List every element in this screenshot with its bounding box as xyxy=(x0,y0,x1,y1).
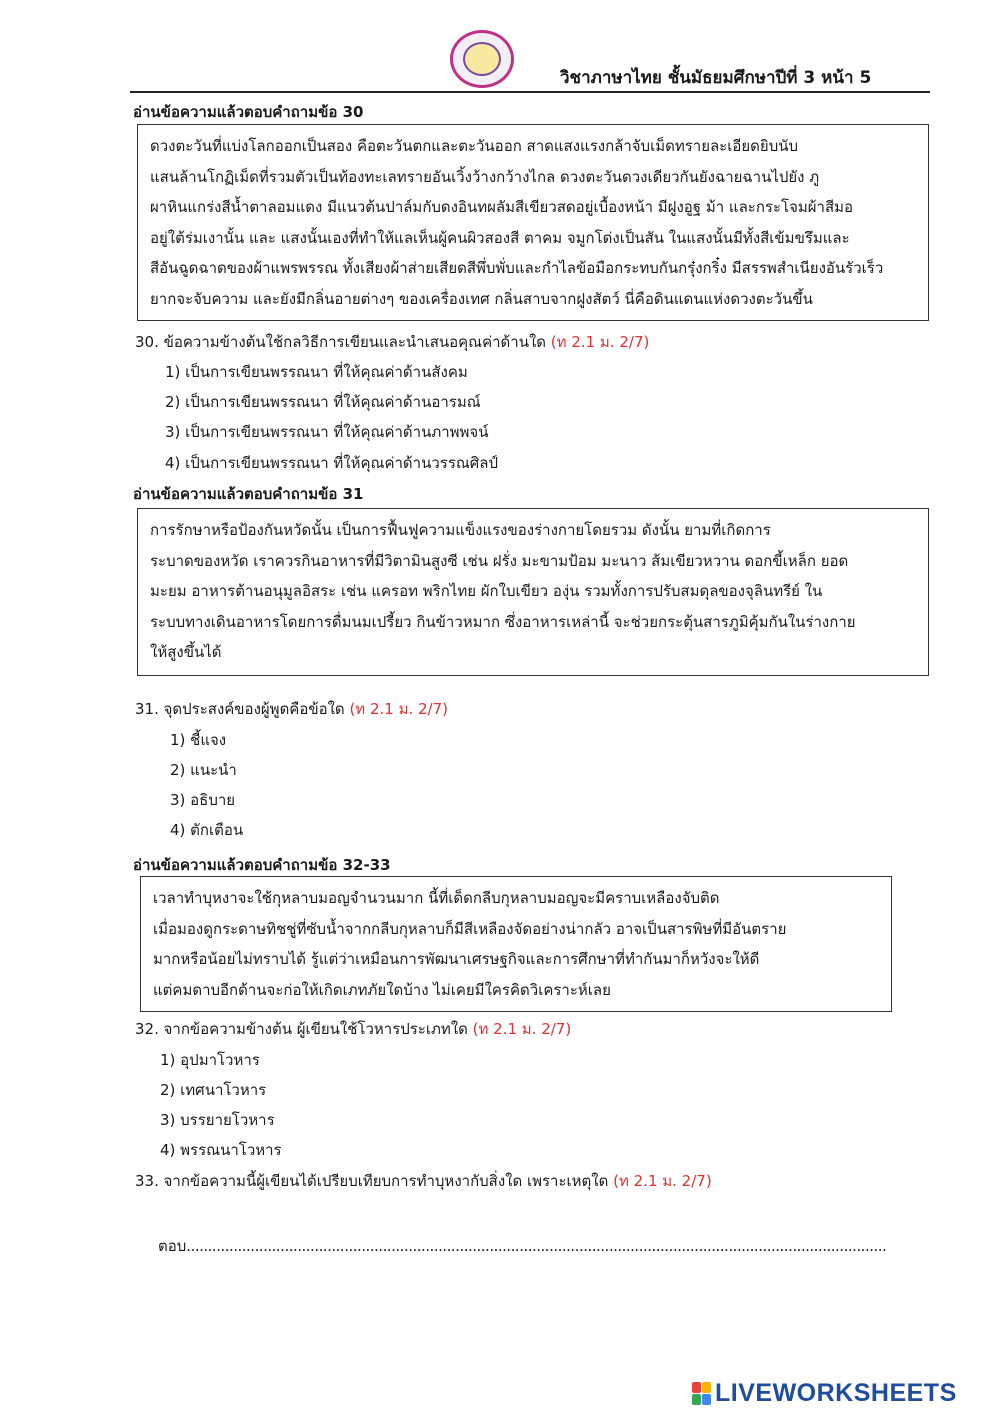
passage-line: แต่คมดาบอีกด้านจะก่อให้เกิดเภทภัยใดบ้าง ไม่เคยมีใครคิดวิเคราะห์เลย xyxy=(153,980,611,999)
question-30 xyxy=(135,330,649,354)
passage-line: แสนล้านโกฏิเม็ดที่รวมตัวเป็นท้องทะเลทรายอันเวิ้งว้างกว้างไกล ดวงตะวันดวงเดียวกันยังฉายฉานไปยัง ภู xyxy=(150,167,820,186)
passage-line: สีอันฉูดฉาดของผ้าแพรพรรณ ทั้งเสียงผ้าส่ายเสียดสีพึ่บพั่บและกำไลข้อมือกระทบกันกรุ๋งกริ๋ง มีสรรพสำเนียงอันรัวเร็ว xyxy=(150,259,884,277)
curriculum-ref: (ท 2.1 ม. 2/7) xyxy=(349,700,449,718)
liveworksheets-logo xyxy=(692,1379,957,1409)
question-32 xyxy=(135,1017,571,1041)
passage-line: มะยม อาหารต้านอนุมูลอิสระ เช่น แครอท พริกไทย ผักใบเขียว องุ่น รวมทั้งการปรับสมดุลของจุลินทรีย์ ใน xyxy=(150,582,823,600)
section-heading-32-33: อ่านข้อความแล้วตอบคำถามข้อ 32-33 xyxy=(133,856,391,874)
passage-line: เวลาทำบุหงาจะใช้กุหลาบมอญจำนวนมาก นี้ที่เด็ดกลีบกุหลาบมอญจะมีคราบเหลืองจับติด xyxy=(153,889,720,907)
choice-30-4[interactable]: 4) เป็นการเขียนพรรณนา ที่ให้คุณค่าด้านวรรณศิลป์ xyxy=(165,454,499,472)
choice-31-4[interactable]: 4) ตักเตือน xyxy=(170,821,244,839)
liveworksheets-badge-icon xyxy=(692,1382,712,1406)
passage-line: ระบบทางเดินอาหารโดยการดื่มนมเปรี้ยว กินข้าวหมาก ซึ่งอาหารเหล่านี้ จะช่วยกระตุ้นสารภูมิคุ้มกันในร่างกาย xyxy=(150,612,856,631)
question-text: 31. จุดประสงค์ของผู้พูดคือข้อใด xyxy=(135,700,350,718)
choice-30-3[interactable]: 3) เป็นการเขียนพรรณนา ที่ให้คุณค่าด้านภาพพจน์ xyxy=(165,423,489,441)
passage-line: อยู่ใต้ร่มเงานั้น และ แสงนั้นเองที่ทำให้แลเห็นผู้คนผิวสองสี ตาคม จมูกโด่งเป็นสัน ในแสงนั้นมีทั้งสีเข้มขรึมและ xyxy=(150,228,850,247)
question-33 xyxy=(135,1169,712,1193)
question-text: 32. จากข้อความข้างต้น ผู้เขียนใช้โวหารประเภทใด xyxy=(135,1020,473,1038)
question-text: 33. จากข้อความนี้ผู้เขียนได้เปรียบเทียบการทำบุหงากับสิ่งใด เพราะเหตุใด xyxy=(135,1172,614,1190)
passage-line: ผาหินแกร่งสีน้ำตาลอมแดง มีแนวต้นปาล์มกับดงอินทผลัมสีเขียวสดอยู่เบื้องหน้า มีฝูงอูฐ ม้า และกระโจมผ้าสีมอ xyxy=(150,198,854,216)
choice-32-4[interactable]: 4) พรรณนาโวหาร xyxy=(160,1141,282,1159)
choice-31-1[interactable]: 1) ชี้แจง xyxy=(170,731,227,749)
question-31 xyxy=(135,697,448,721)
choice-32-2[interactable]: 2) เทศนาโวหาร xyxy=(160,1081,267,1099)
header-divider xyxy=(130,91,930,93)
curriculum-ref: (ท 2.1 ม. 2/7) xyxy=(472,1020,572,1038)
passage-box-32-33 xyxy=(140,876,892,1012)
answer-dots: .................................................................................................................................................................... xyxy=(186,1237,887,1255)
choice-31-2[interactable]: 2) แนะนำ xyxy=(170,761,237,779)
passage-line: ระบาดของหวัด เราควรกินอาหารที่มีวิตามินสูงซี เช่น ฝรั่ง มะขามป้อม มะนาว ส้มเขียวหวาน ดอกขี้เหล็ก ยอด xyxy=(150,551,849,570)
choice-30-2[interactable]: 2) เป็นการเขียนพรรณนา ที่ให้คุณค่าด้านอารมณ์ xyxy=(165,393,481,411)
curriculum-ref: (ท 2.1 ม. 2/7) xyxy=(613,1172,712,1190)
curriculum-ref: (ท 2.1 ม. 2/7) xyxy=(550,333,650,351)
choice-31-3[interactable]: 3) อธิบาย xyxy=(170,791,236,809)
passage-line: เมื่อมองดูกระดาษทิชชู่ที่ซับน้ำจากกลีบกุหลาบก็มีสีเหลืองจัดอย่างน่ากลัว อาจเป็นสารพิษที่มีอันตราย xyxy=(153,919,787,938)
passage-box-31 xyxy=(137,508,929,676)
emblem-center xyxy=(463,42,501,76)
passage-box-30 xyxy=(137,124,929,321)
school-emblem-icon xyxy=(450,30,514,88)
section-heading-30: อ่านข้อความแล้วตอบคำถามข้อ 30 xyxy=(133,103,364,121)
passage-line: มากหรือน้อยไม่ทราบได้ รู้แต่ว่าเหมือนการพัฒนาเศรษฐกิจและการศึกษาที่ทำกันมาก็หวังจะให้ดี xyxy=(153,950,760,968)
passage-line: ยากจะจับความ และยังมีกลิ่นอายต่างๆ ของเครื่องเทศ กลิ่นสาบจากฝูงสัตว์ นี่คือดินแดนแห่งดวงตะวันขึ้น xyxy=(150,289,813,308)
answer-label: ตอบ xyxy=(158,1237,187,1255)
liveworksheets-brand-text: LIVEWORKSHEETS xyxy=(715,1379,957,1407)
section-heading-31: อ่านข้อความแล้วตอบคำถามข้อ 31 xyxy=(133,485,364,503)
choice-32-3[interactable]: 3) บรรยายโวหาร xyxy=(160,1111,275,1129)
passage-line: ให้สูงขึ้นได้ xyxy=(150,643,222,661)
question-text: 30. ข้อความข้างต้นใช้กลวิธีการเขียนและนำเสนอคุณค่าด้านใด xyxy=(135,333,551,351)
page-header-title: วิชาภาษาไทย ชั้นมัธยมศึกษาปีที่ 3 หน้า 5 xyxy=(560,68,872,88)
answer-field[interactable] xyxy=(158,1234,886,1258)
passage-line: ดวงตะวันที่แบ่งโลกออกเป็นสอง คือตะวันตกและตะวันออก สาดแสงแรงกล้าจับเม็ดทรายละเอียดยิบนับ xyxy=(150,137,798,155)
choice-30-1[interactable]: 1) เป็นการเขียนพรรณนา ที่ให้คุณค่าด้านสังคม xyxy=(165,363,468,381)
passage-line: การรักษาหรือป้องกันหวัดนั้น เป็นการฟื้นฟูความแข็งแรงของร่างกายโดยรวม ดังนั้น ยามที่เกิดการ xyxy=(150,521,771,539)
choice-32-1[interactable]: 1) อุปมาโวหาร xyxy=(160,1051,260,1069)
